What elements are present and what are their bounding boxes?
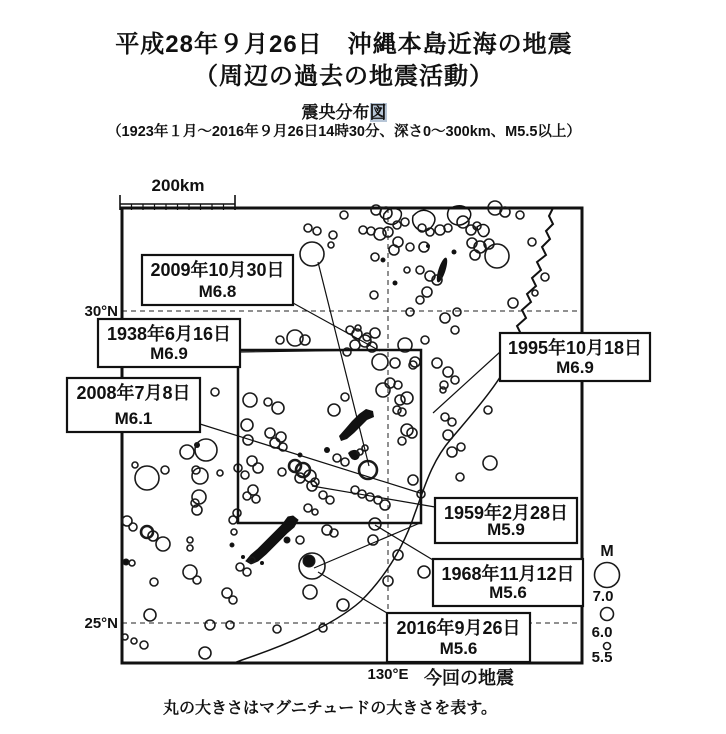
subtitle-text: 震央分布 [301,103,370,122]
epicenter-circle [276,336,284,344]
epicenter-circle [129,523,137,531]
legend-circle-6 [601,608,614,621]
epicenter-circle [432,358,442,368]
epicenter-circle [528,238,536,246]
epicenter-circle [340,211,348,219]
epicenter-circle [300,335,310,345]
epicenter-circle [156,537,170,551]
epicenter-circle [406,243,414,251]
event-magnitude: M6.8 [198,282,237,301]
size-note: 丸の大きさはマグニチュードの大きさを表す。 [163,700,497,717]
epicenter-circle [230,543,234,547]
epicenter-circle [313,227,321,235]
island-dot [260,561,264,565]
epicenter-circle [370,328,380,338]
epicenter-circle [418,566,430,578]
leader-line [433,352,500,413]
current-event-label: 今回の地震 [424,668,514,688]
event-annotation [312,486,577,543]
legend-label-6: 6.0 [591,624,613,641]
epicenter-circle [389,245,399,255]
scale-bar [120,176,235,210]
epicenter-circle [241,419,253,431]
island-dot [452,250,457,255]
epicenter-circle [448,418,456,426]
leader-line [318,572,387,613]
epicenter-circle [144,609,156,621]
page-title-line1: 平成28年９月26日 沖縄本島近海の地震 [115,31,573,58]
event-date: 2016年9月26日 [396,618,521,638]
epicenter-circle [447,447,457,457]
legend-circle-7 [595,563,620,588]
epicenter-circle [284,537,290,543]
epicenter-circle [401,392,413,404]
epicenter-circle [390,358,400,368]
epicenter-circle [217,470,223,476]
epicenter-circle [421,336,429,344]
epicenter-circle [329,231,337,239]
epicenter-circle [453,308,461,316]
epicenter-circle [328,404,340,416]
event-magnitude: M6.9 [150,344,188,363]
kyushu-coast [513,208,553,350]
event-annotations [67,255,650,662]
epicenter-circle [485,244,509,268]
legend-title: M [600,543,614,560]
epicenter-circle [406,308,414,316]
epicenter-circle [370,291,378,299]
epicenter-circle [443,367,453,377]
epicenter-circle [328,242,334,248]
epicenter-circle [300,242,324,266]
epicenter-circle [483,456,497,470]
event-magnitude: M6.1 [114,409,153,428]
epicenter-circle [243,568,251,576]
epicenter-circle [195,439,217,461]
event-date: 1968年11月12日 [441,564,575,584]
epicenter-circle [264,398,272,406]
epicenter-circle [359,226,367,234]
leader-line [314,523,420,568]
leader-line [293,303,380,351]
event-date: 2009年10月30日 [150,260,285,280]
epicenter-circle [341,393,349,401]
epicenter-circle [516,211,524,219]
epicenter-circle [131,638,137,644]
epicenter-circle [150,578,158,586]
epicenter-circle [253,463,263,473]
epicenter-circle [355,325,361,331]
legend-label-55: 5.5 [591,649,613,666]
epicenter-circle [265,428,275,438]
epicenter-circle [366,493,374,501]
data-range-line: （1923年１月～2016年９月26日14時30分、深さ0～300km、M5.5以上） [107,124,581,140]
epicenter-circle [303,555,315,567]
island-outline-d [477,225,489,237]
event-date: 1938年6月16日 [106,324,232,344]
epicenter-circle [304,224,312,232]
epicenter-circle [231,529,237,535]
epicenter-circle [272,402,284,414]
epicenter-circle [199,647,211,659]
island-dot [241,555,245,559]
epicenter-circle [541,273,549,281]
epicenter-circle [416,266,424,274]
epicenter-circle [443,430,453,440]
epicenter-circle [243,492,251,500]
event-annotation [433,333,650,413]
epicenter-circle [296,536,304,544]
epicenter-circle [416,296,424,304]
epicenter-circle [456,473,464,481]
epicenter-circle [187,537,193,543]
epicenter-circle [393,406,401,414]
event-date: 2008年7月8日 [76,383,191,403]
event-magnitude: M6.9 [556,358,594,377]
epicenter-circle [371,253,379,261]
epicenter-circle [337,599,349,611]
epicenter-circle [508,298,518,308]
epicenter-circle [276,432,286,442]
epicenter-circle [229,596,237,604]
epicenter-circle [135,466,159,490]
epicenter-circle [484,406,492,414]
epicenter-circle [273,625,281,633]
epicenter-circle [129,560,135,566]
island-dot [393,281,398,286]
epicenter-circle [123,559,129,565]
event-annotation [67,378,420,493]
epicenter-circle [451,326,459,334]
epicenter-circle [211,388,219,396]
epicenter-circle [350,340,360,350]
event-date: 1995年10月18日 [507,338,643,358]
epicenter-circle [451,376,459,384]
epicenter-circle [161,466,169,474]
epicenter-circle [132,462,138,468]
epicenter-circle [180,445,194,459]
epicenter-circle [304,504,312,512]
epicenter-circle [440,313,450,323]
subtitle-highlighted-char: 図 [369,103,387,122]
epicenter-circle [532,290,538,296]
epicenter-circle [422,287,432,297]
epicenter-circle [398,437,406,445]
legend-label-7: 7.0 [592,588,614,605]
epicenter-circle [401,218,409,226]
epicenter-circle [205,620,215,630]
epicenter-circle [303,585,317,599]
epicenter-circle [398,408,406,416]
scale-label: 200km [151,176,205,195]
epicenter-circle [408,475,418,485]
epicenter-circle [140,641,148,649]
event-magnitude: M5.6 [439,639,478,658]
epicenter-circle [226,621,234,629]
epicenter-circle [193,576,201,584]
epicenter-circle [372,354,388,370]
magnitude-legend [592,543,620,666]
lat-label-25n: 25°N [84,615,118,632]
lat-label-30n: 30°N [84,303,118,320]
epicenter-circle [252,495,260,503]
island-dot [324,447,330,453]
lon-label-130e: 130°E [367,666,409,683]
epicenter-circle [241,471,249,479]
epicenter-circle [243,393,257,407]
epicenter-circle [312,509,318,515]
epicenter-circle [326,496,334,504]
event-date: 1959年2月28日 [443,503,569,523]
epicenter-circle [457,443,465,451]
epicenter-circle [229,516,237,524]
page-title-line2: （周辺の過去の地震活動） [194,63,494,90]
epicenter-circle [404,267,410,273]
epicenter-circle [333,454,341,462]
epicenter-circle [278,468,286,476]
epicenter-circle [187,545,193,551]
epicenter-circle [381,258,385,262]
event-magnitude: M5.9 [487,520,525,539]
event-magnitude: M5.6 [489,583,527,602]
epicenter-circle [341,458,349,466]
